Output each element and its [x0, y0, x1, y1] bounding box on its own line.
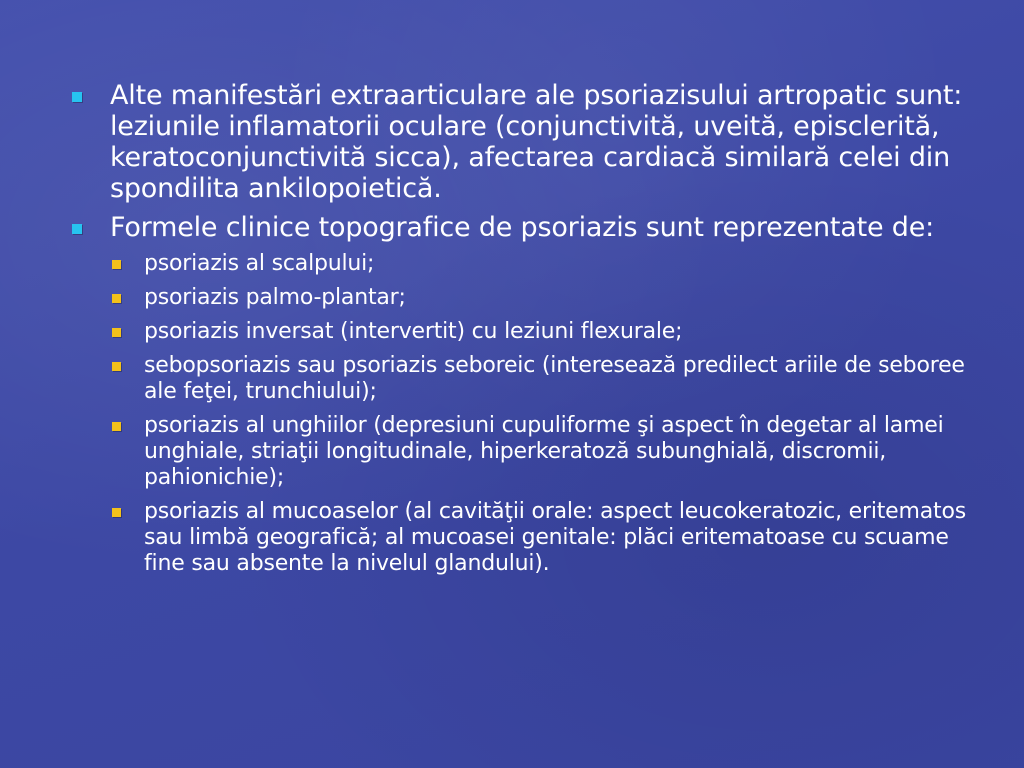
- sub-bullet-text: psoriazis al unghiilor (depresiuni cupuliforme şi aspect în degetar al lamei unghiale, striaţii longitudinale, hiperkeratoză subunghială, discromii, pahionichie);: [144, 413, 944, 490]
- sub-bullet-item: [112, 413, 992, 491]
- bullet-item-2: [72, 212, 992, 243]
- sub-bullet-text: psoriazis al scalpului;: [144, 251, 375, 276]
- sub-bullet-text: psoriazis palmo-plantar;: [144, 285, 406, 310]
- square-bullet-icon: [72, 224, 82, 234]
- slide-content: [72, 80, 992, 585]
- square-bullet-icon: [112, 294, 121, 303]
- square-bullet-icon: [112, 508, 121, 517]
- bullet-item-1: [72, 80, 992, 204]
- sub-bullet-text: psoriazis al mucoaselor (al cavităţii orale: aspect leucokeratozic, eritematos sau limbă geografică; al mucoasei genitale: plăci eritematoase cu scuame fine sau absente la nivelul glandului).: [144, 499, 966, 576]
- sub-bullet-item: [112, 285, 992, 311]
- sub-bullet-item: [112, 353, 992, 405]
- square-bullet-icon: [72, 92, 82, 102]
- bullet-text: Formele clinice topografice de psoriazis sunt reprezentate de:: [110, 212, 935, 243]
- sub-bullet-item: [112, 251, 992, 277]
- square-bullet-icon: [112, 328, 121, 337]
- sub-bullet-list: [112, 251, 992, 577]
- sub-bullet-item: [112, 319, 992, 345]
- sub-bullet-text: sebopsoriazis sau psoriazis seboreic (interesează predilect ariile de seboree ale feţei, trunchiului);: [144, 353, 965, 404]
- sub-bullet-text: psoriazis inversat (intervertit) cu leziuni flexurale;: [144, 319, 683, 344]
- square-bullet-icon: [112, 362, 121, 371]
- square-bullet-icon: [112, 422, 121, 431]
- square-bullet-icon: [112, 260, 121, 269]
- sub-bullet-item: [112, 499, 992, 577]
- bullet-text: Alte manifestări extraarticulare ale psoriazisului artropatic sunt: leziunile inflamatorii oculare (conjunctivită, uveită, episclerită, keratoconjunctivită sicca), afectarea cardiacă similară celei din spondilita ankilopoietică.: [110, 80, 963, 204]
